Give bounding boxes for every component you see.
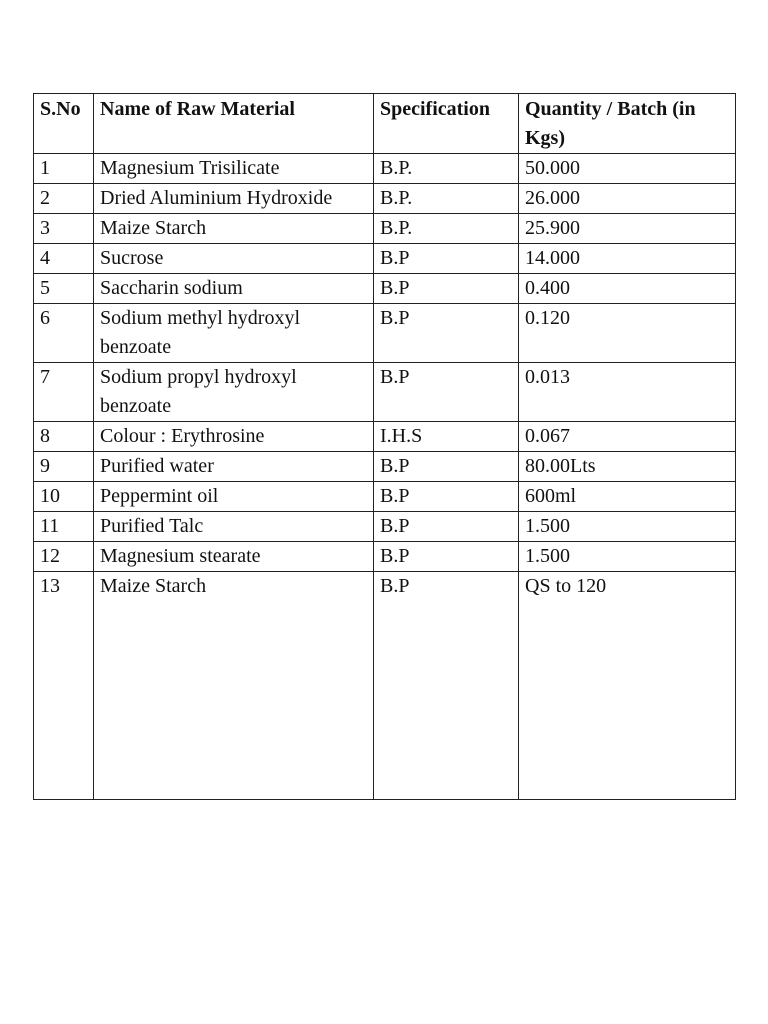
cell-name: Sodium propyl hydroxyl benzoate (94, 363, 374, 422)
raw-material-table (33, 93, 736, 800)
cell-sno: 11 (34, 512, 94, 542)
cell-name: Purified water (94, 452, 374, 482)
table-row (34, 363, 736, 422)
cell-specification: B.P (374, 482, 519, 512)
cell-specification: B.P. (374, 154, 519, 184)
cell-quantity: 0.067 (519, 422, 736, 452)
cell-name: Saccharin sodium (94, 274, 374, 304)
cell-specification: B.P (374, 244, 519, 274)
header-sno: S.No (34, 94, 94, 154)
cell-name: Sodium methyl hydroxyl benzoate (94, 304, 374, 363)
cell-quantity: 0.120 (519, 304, 736, 363)
cell-specification: B.P (374, 363, 519, 422)
cell-specification: B.P (374, 452, 519, 482)
cell-name: Maize Starch (94, 214, 374, 244)
cell-name: Colour : Erythrosine (94, 422, 374, 452)
cell-specification: B.P. (374, 184, 519, 214)
cell-quantity: 1.500 (519, 542, 736, 572)
cell-quantity: 50.000 (519, 154, 736, 184)
cell-sno: 10 (34, 482, 94, 512)
header-quantity: Quantity / Batch (in Kgs) (519, 94, 736, 154)
cell-name: Purified Talc (94, 512, 374, 542)
cell-sno: 13 (34, 572, 94, 800)
cell-quantity: QS to 120 (519, 572, 736, 800)
cell-name: Dried Aluminium Hydroxide (94, 184, 374, 214)
cell-specification: B.P (374, 274, 519, 304)
cell-quantity: 26.000 (519, 184, 736, 214)
table-row (34, 542, 736, 572)
cell-sno: 9 (34, 452, 94, 482)
table-row (34, 214, 736, 244)
cell-quantity: 80.00Lts (519, 452, 736, 482)
cell-sno: 2 (34, 184, 94, 214)
cell-sno: 3 (34, 214, 94, 244)
table-row (34, 274, 736, 304)
cell-quantity: 14.000 (519, 244, 736, 274)
table-row (34, 512, 736, 542)
cell-specification: B.P (374, 572, 519, 800)
cell-name: Magnesium stearate (94, 542, 374, 572)
cell-specification: B.P (374, 542, 519, 572)
cell-name: Maize Starch (94, 572, 374, 800)
cell-sno: 7 (34, 363, 94, 422)
cell-sno: 4 (34, 244, 94, 274)
table-row (34, 452, 736, 482)
cell-sno: 8 (34, 422, 94, 452)
cell-sno: 12 (34, 542, 94, 572)
cell-specification: B.P. (374, 214, 519, 244)
cell-specification: B.P (374, 304, 519, 363)
cell-sno: 6 (34, 304, 94, 363)
table-row (34, 304, 736, 363)
cell-name: Magnesium Trisilicate (94, 154, 374, 184)
cell-sno: 5 (34, 274, 94, 304)
cell-quantity: 0.013 (519, 363, 736, 422)
table-body (34, 154, 736, 800)
cell-quantity: 25.900 (519, 214, 736, 244)
cell-specification: B.P (374, 512, 519, 542)
table-row (34, 244, 736, 274)
table-header-row (34, 94, 736, 154)
table-row (34, 482, 736, 512)
table-row (34, 154, 736, 184)
header-name: Name of Raw Material (94, 94, 374, 154)
cell-name: Peppermint oil (94, 482, 374, 512)
cell-quantity: 0.400 (519, 274, 736, 304)
cell-quantity: 1.500 (519, 512, 736, 542)
cell-name: Sucrose (94, 244, 374, 274)
cell-quantity: 600ml (519, 482, 736, 512)
cell-specification: I.H.S (374, 422, 519, 452)
header-specification: Specification (374, 94, 519, 154)
table-row (34, 422, 736, 452)
table-row (34, 572, 736, 800)
cell-sno: 1 (34, 154, 94, 184)
table-row (34, 184, 736, 214)
